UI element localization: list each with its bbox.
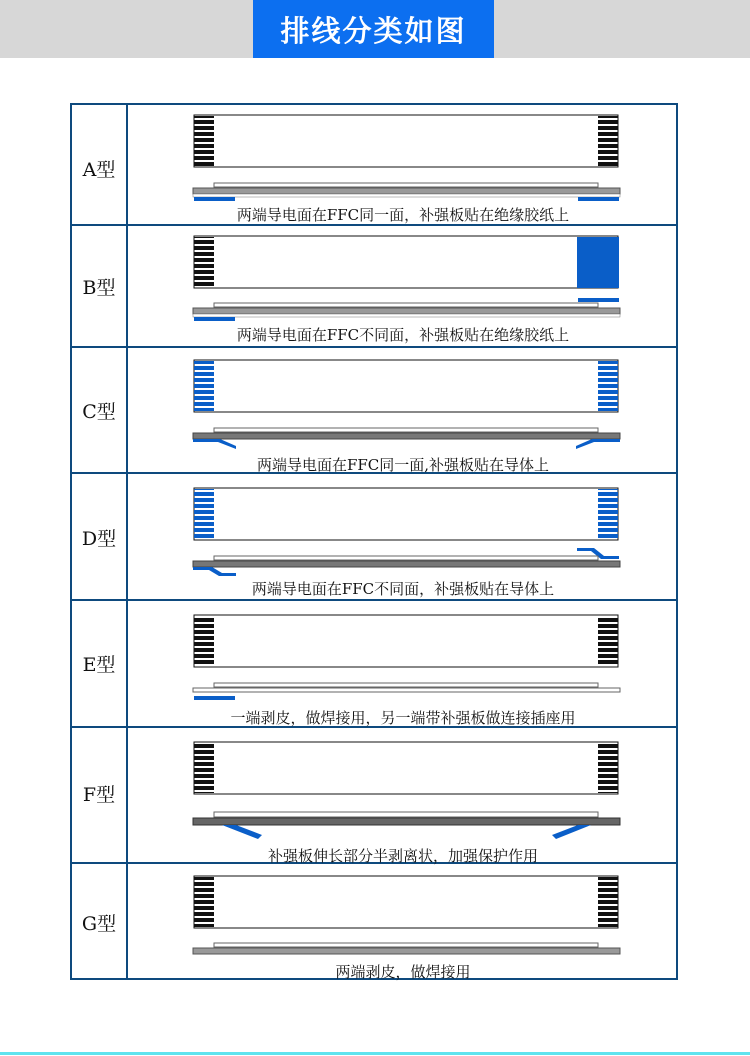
type-label-c: C型 [82, 401, 116, 423]
type-d-caption: 两端导电面在FFC不同面，补强板贴在导体上 [251, 580, 555, 598]
type-label-g: G型 [81, 913, 117, 935]
type-a-caption: 两端导电面在FFC同一面，补强板贴在绝缘胶纸上 [236, 206, 570, 224]
ffc-diagram-type-b [193, 236, 620, 321]
ffc-diagram-type-g [193, 876, 620, 954]
type-e-caption: 一端剥皮，做焊接用，另一端带补强板做连接插座用 [230, 709, 576, 727]
page-title: 排线分类如图 [253, 0, 494, 58]
type-label-a: A型 [82, 159, 116, 181]
ffc-diagram-type-c [193, 360, 620, 449]
type-g-caption: 两端剥皮，做焊接用 [335, 963, 471, 981]
type-label-b: B型 [82, 277, 116, 299]
type-label-e: E型 [82, 654, 116, 676]
bottom-accent-line [0, 1052, 750, 1055]
type-f-caption: 补强板伸长部分半剥离状，加强保护作用 [267, 847, 538, 865]
type-c-caption: 两端导电面在FFC同一面,补强板贴在导体上 [256, 456, 550, 474]
ffc-diagram-type-d [193, 488, 620, 576]
ffc-diagram-type-a [193, 115, 620, 201]
ffc-diagram-type-f [193, 742, 620, 839]
type-label-d: D型 [81, 528, 117, 550]
type-label-f: F型 [82, 784, 116, 806]
type-b-caption: 两端导电面在FFC不同面，补强板贴在绝缘胶纸上 [236, 326, 570, 344]
ffc-diagram-type-e [193, 615, 620, 700]
